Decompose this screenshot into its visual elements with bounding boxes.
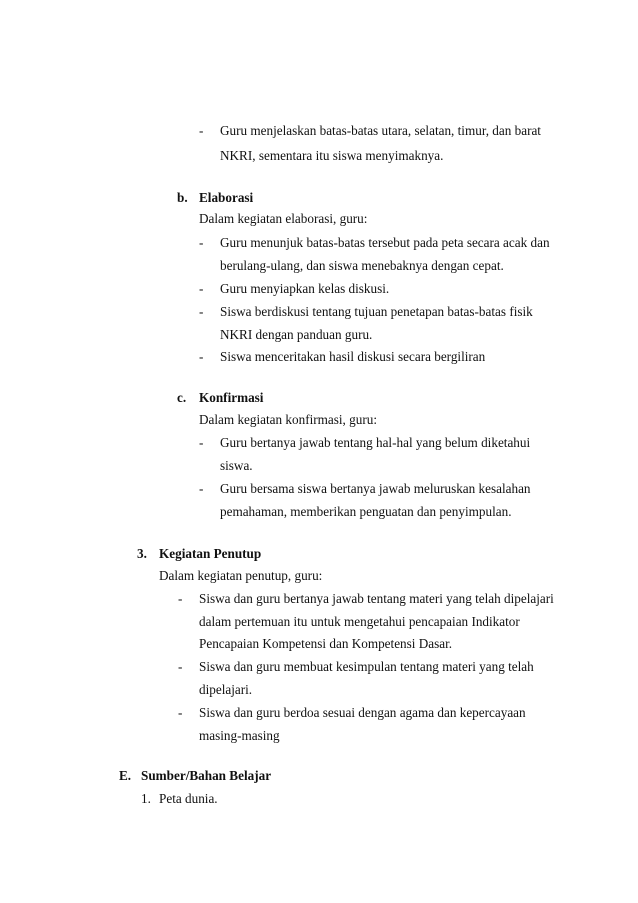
list-dash: - [199,435,204,450]
list-item-text: Guru menunjuk batas-batas tersebut pada peta secara acak dan [220,235,550,250]
list-item-text-continued: dalam pertemuan itu untuk mengetahui pencapaian Indikator [199,614,520,629]
subsection-title-konfirmasi: Konfirmasi [199,390,264,405]
list-item-text-continued: dipelajari. [199,682,253,697]
subsection-intro: Dalam kegiatan elaborasi, guru: [199,211,368,226]
list-item-text-continued: pemahaman, memberikan penguatan dan penyimpulan. [220,504,512,519]
subsection-marker-b: b. [177,190,188,205]
list-item-text-continued: masing-masing [199,728,280,743]
list-dash: - [199,235,204,250]
list-dash: - [199,349,204,364]
list-item-text: Guru menyiapkan kelas diskusi. [220,281,390,296]
list-dash: - [199,481,204,496]
list-item-text-continued: siswa. [220,458,253,473]
list-item-text-continued: NKRI, sementara itu siswa menyimaknya. [220,148,444,163]
numbered-item-number: 1. [141,791,151,806]
numbered-item-text: Peta dunia. [159,791,218,806]
section-marker-e: E. [119,768,132,783]
list-item-text: Guru bersama siswa bertanya jawab meluruskan kesalahan [220,481,531,496]
list-item-text: Siswa menceritakan hasil diskusi secara bergiliran [220,349,486,364]
section-title-sumber-bahan-belajar: Sumber/Bahan Belajar [141,768,272,783]
list-item-text: Siswa dan guru berdoa sesuai dengan agama dan kepercayaan [199,705,526,720]
list-item-text-continued: berulang-ulang, dan siswa menebaknya dengan cepat. [220,258,504,273]
list-dash: - [178,591,183,606]
list-item-text: Siswa dan guru bertanya jawab tentang materi yang telah dipelajari [199,591,554,606]
list-dash: - [199,123,204,138]
list-item-text-continued: NKRI dengan panduan guru. [220,327,373,342]
list-dash: - [178,659,183,674]
list-item-text: Guru bertanya jawab tentang hal-hal yang belum diketahui [220,435,531,450]
section-intro: Dalam kegiatan penutup, guru: [159,568,323,583]
section-marker-3: 3. [137,546,147,561]
list-item-text-continued: Pencapaian Kompetensi dan Kompetensi Dasar. [199,636,453,651]
list-item-text: Siswa dan guru membuat kesimpulan tentang materi yang telah [199,659,534,674]
subsection-intro: Dalam kegiatan konfirmasi, guru: [199,412,377,427]
list-dash: - [199,304,204,319]
list-dash: - [178,705,183,720]
list-item-text: Guru menjelaskan batas-batas utara, selatan, timur, dan barat [220,123,541,138]
list-item-text: Siswa berdiskusi tentang tujuan penetapan batas-batas fisik [220,304,533,319]
section-title-kegiatan-penutup: Kegiatan Penutup [159,546,262,561]
subsection-title-elaborasi: Elaborasi [199,190,254,205]
list-dash: - [199,281,204,296]
subsection-marker-c: c. [177,390,187,405]
